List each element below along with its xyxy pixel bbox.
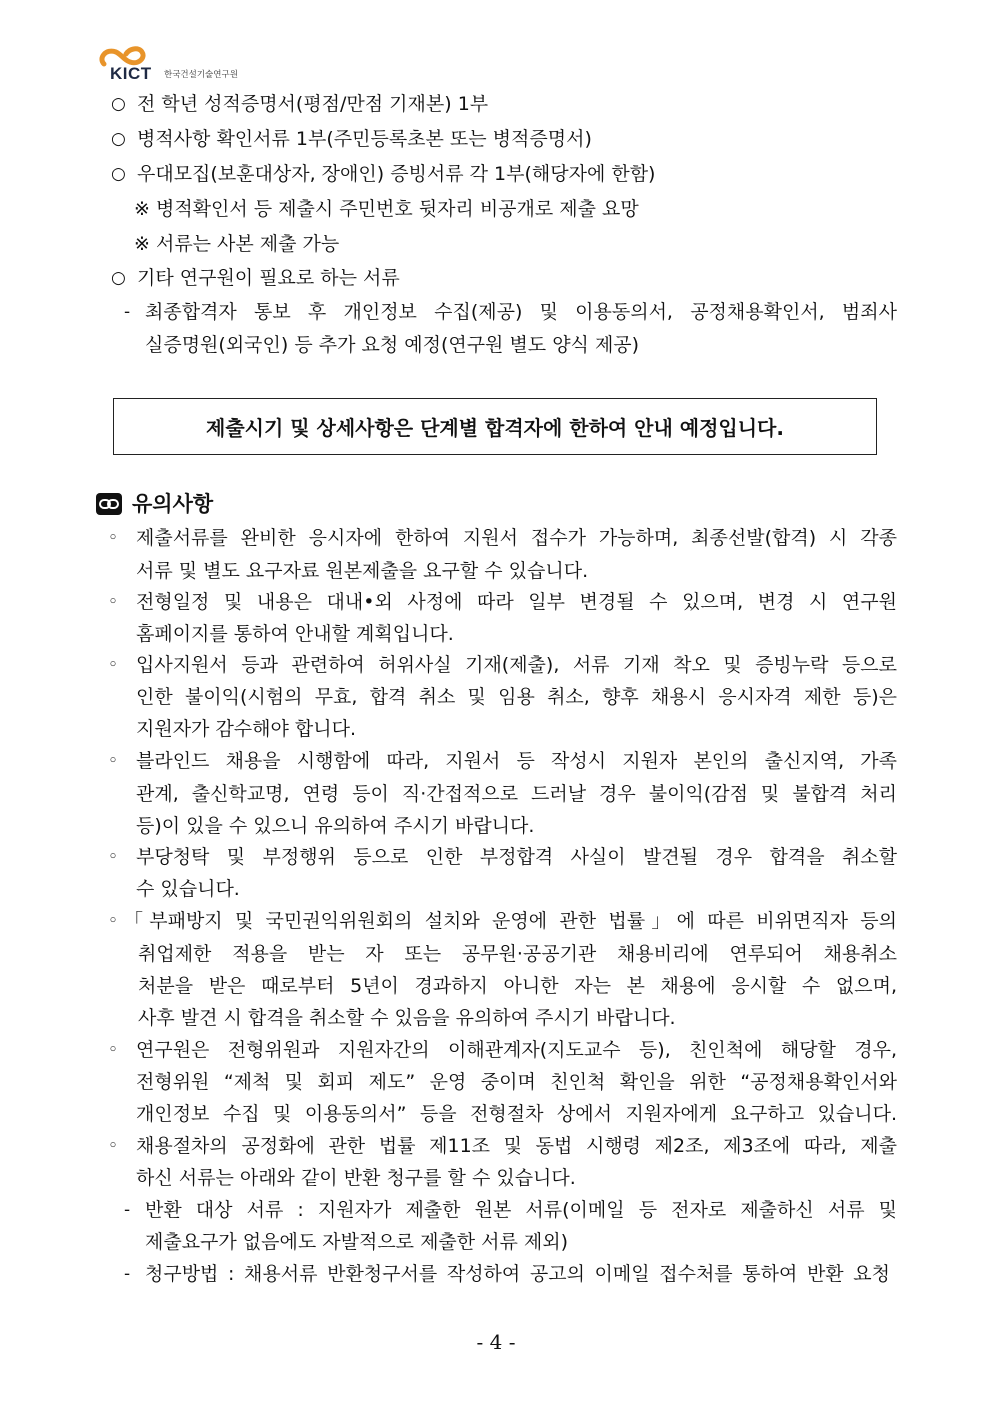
bullet-circle: ○ <box>111 94 126 114</box>
caution-line: 수 있습니다. <box>136 878 240 900</box>
bullet-circle: ○ <box>111 129 126 149</box>
caution-line: 전형위원 “제척 및 회피 제도” 운영 중이며 친인척 확인을 위한 “공정채용확인서와 <box>136 1071 897 1093</box>
bullet-small-circle: ◦ <box>108 528 119 548</box>
caution-subitem: 청구방법 : 채용서류 반환청구서를 작성하여 공고의 이메일 접수처를 통하여 반환 요청 <box>145 1263 890 1285</box>
caution-line: 사후 발견 시 합격을 취소할 수 있음을 유의하여 주시기 바랍니다. <box>138 1007 676 1029</box>
doc-item: 전 학년 성적증명서(평점/만점 기재본) 1부 <box>137 93 489 115</box>
bullet-small-circle: ◦ <box>108 655 119 675</box>
section-title: 유의사항 <box>132 492 214 516</box>
caution-line: 하신 서류는 아래와 같이 반환 청구를 할 수 있습니다. <box>136 1167 576 1189</box>
caution-line: 등)이 있을 수 있으니 유의하여 주시기 바랍니다. <box>136 815 535 837</box>
caution-line: 지원자가 감수해야 합니다. <box>136 718 357 740</box>
doc-note: ※ 서류는 사본 제출 가능 <box>134 233 340 255</box>
caution-line: 처분을 받은 때로부터 5년이 경과하지 아니한 자는 본 채용에 응시할 수 없으며, <box>138 975 897 997</box>
caution-line: 취업제한 적용을 받는 자 또는 공무원·공공기관 채용비리에 연루되어 채용취소 <box>138 943 897 965</box>
caution-line: 입사지원서 등과 관련하여 허위사실 기재(제출), 서류 기재 착오 및 증빙누락 등으로 <box>136 654 897 676</box>
logo-text: KICT <box>110 64 152 83</box>
doc-subitem: 실증명원(외국인) 등 추가 요청 예정(연구원 별도 양식 제공) <box>145 334 640 356</box>
caution-line: 부당청탁 및 부정행위 등으로 인한 부정합격 사실이 발견될 경우 합격을 취소할 <box>136 846 897 868</box>
caution-subitem: 반환 대상 서류 : 지원자가 제출한 원본 서류(이메일 등 전자로 제출하신 서류 및 <box>145 1199 897 1221</box>
bullet-circle: ○ <box>111 164 126 184</box>
link-icon <box>96 493 122 515</box>
page-number: - 4 - <box>476 1330 516 1354</box>
doc-item: 기타 연구원이 필요로 하는 서류 <box>137 267 400 289</box>
caution-line: 블라인드 채용을 시행함에 따라, 지원서 등 작성시 지원자 본인의 출신지역, 가족 <box>136 750 897 772</box>
doc-item: 병적사항 확인서류 1부(주민등록초본 또는 병적증명서) <box>137 128 592 150</box>
bullet-dash: - <box>124 1200 131 1220</box>
caution-line: 인한 불이익(시험의 무효, 합격 취소 및 임용 취소, 향후 채용시 응시자격 제한 등)은 <box>136 686 897 708</box>
caution-line: 전형일정 및 내용은 대내•외 사정에 따라 일부 변경될 수 있으며, 변경 시 연구원 <box>136 591 897 613</box>
bullet-dash: - <box>124 1264 131 1284</box>
bullet-small-circle: ◦ <box>108 1136 119 1156</box>
caution-line: 「부패방지 및 국민권익위원회의 설치와 운영에 관한 법률」에 따른 비위면직자 등의 <box>124 910 897 932</box>
bullet-small-circle: ◦ <box>108 592 119 612</box>
bullet-small-circle: ◦ <box>108 911 119 931</box>
caution-line: 관계, 출신학교명, 연령 등이 직·간접적으로 드러날 경우 불이익(감점 및 불합격 처리 <box>136 783 897 805</box>
caution-line: 홈페이지를 통하여 안내할 계획입니다. <box>136 623 454 645</box>
doc-subitem: 최종합격자 통보 후 개인정보 수집(제공) 및 이용동의서, 공정채용확인서, 범죄사 <box>145 301 897 323</box>
notice-box <box>113 398 877 455</box>
caution-subitem: 제출요구가 없음에도 자발적으로 제출한 서류 제외) <box>145 1231 569 1253</box>
bullet-small-circle: ◦ <box>108 1040 119 1060</box>
caution-line: 연구원은 전형위원과 지원자간의 이해관계자(지도교수 등), 친인척에 해당할 경우, <box>136 1039 897 1061</box>
caution-line: 개인정보 수집 및 이용동의서” 등을 전형절차 상에서 지원자에게 요구하고 있습니다. <box>136 1103 897 1125</box>
notice-text: 제출시기 및 상세사항은 단계별 합격자에 한하여 안내 예정입니다. <box>206 416 784 440</box>
doc-item: 우대모집(보훈대상자, 장애인) 증빙서류 각 1부(해당자에 한함) <box>137 163 656 185</box>
caution-line: 서류 및 별도 요구자료 원본제출을 요구할 수 있습니다. <box>136 560 589 582</box>
logo-subtitle: 한국건설기술연구원 <box>164 70 238 80</box>
bullet-small-circle: ◦ <box>108 751 119 771</box>
caution-line: 채용절차의 공정화에 관한 법률 제11조 및 동법 시행령 제2조, 제3조에 따라, 제출 <box>136 1135 897 1157</box>
kict-logo <box>96 44 296 84</box>
caution-line: 제출서류를 완비한 응시자에 한하여 지원서 접수가 가능하며, 최종선발(합격) 시 각종 <box>136 527 897 549</box>
bullet-small-circle: ◦ <box>108 847 119 867</box>
bullet-dash: - <box>124 302 131 322</box>
doc-note: ※ 병적확인서 등 제출시 주민번호 뒷자리 비공개로 제출 요망 <box>134 198 639 220</box>
bullet-circle: ○ <box>111 268 126 288</box>
